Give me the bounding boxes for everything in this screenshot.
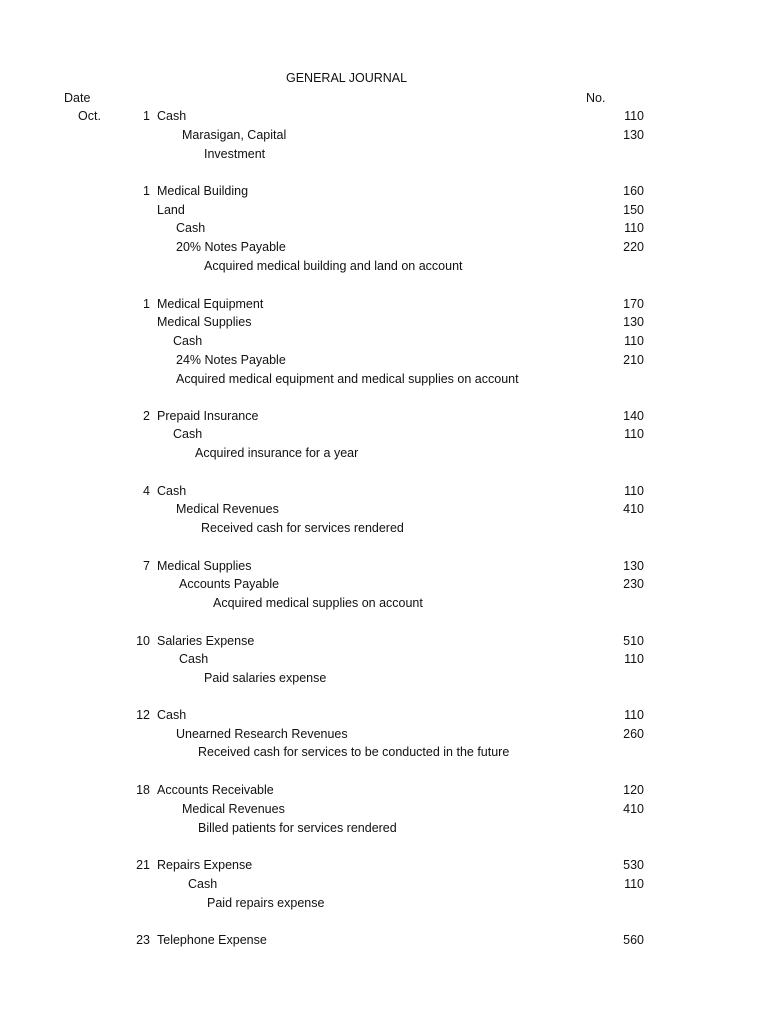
entry-day: 23 xyxy=(136,933,150,947)
account-number: 130 xyxy=(623,315,644,329)
account-number: 130 xyxy=(623,559,644,573)
date-column-header: Date xyxy=(64,91,91,105)
account-title: Medical Equipment xyxy=(157,297,264,311)
account-number: 110 xyxy=(624,484,644,498)
account-title: Cash xyxy=(157,109,187,123)
account-title: 20% Notes Payable xyxy=(176,240,286,254)
entry-explanation: Acquired medical supplies on account xyxy=(213,596,423,610)
account-number: 160 xyxy=(623,184,644,198)
account-title: Cash xyxy=(173,427,203,441)
account-number: 510 xyxy=(623,634,644,648)
account-title: 24% Notes Payable xyxy=(176,353,286,367)
account-number: 150 xyxy=(623,203,644,217)
account-number: 110 xyxy=(624,427,644,441)
entry-day: 1 xyxy=(143,297,150,311)
entry-explanation: Acquired medical building and land on account xyxy=(204,259,463,273)
account-number: 260 xyxy=(623,727,644,741)
account-title: Unearned Research Revenues xyxy=(176,727,348,741)
account-title: Marasigan, Capital xyxy=(182,128,287,142)
account-number: 530 xyxy=(623,858,644,872)
account-number: 130 xyxy=(623,128,644,142)
account-title: Repairs Expense xyxy=(157,858,253,872)
entry-day: 10 xyxy=(136,634,150,648)
account-number: 140 xyxy=(623,409,644,423)
entry-explanation: Received cash for services rendered xyxy=(201,521,404,535)
account-number: 110 xyxy=(624,652,644,666)
journal-title: GENERAL JOURNAL xyxy=(286,71,408,85)
entry-day: 1 xyxy=(143,109,150,123)
account-number: 210 xyxy=(623,353,644,367)
entry-explanation: Investment xyxy=(204,147,266,161)
account-number: 110 xyxy=(624,708,644,722)
entry-explanation: Acquired medical equipment and medical supplies on account xyxy=(176,372,519,386)
account-title: Cash xyxy=(179,652,209,666)
entry-day: 2 xyxy=(143,409,150,423)
account-number: 110 xyxy=(624,109,644,123)
month-label: Oct. xyxy=(78,109,101,123)
entry-explanation: Billed patients for services rendered xyxy=(198,821,397,835)
account-title: Medical Supplies xyxy=(157,559,252,573)
entry-day: 21 xyxy=(136,858,150,872)
entry-explanation: Paid salaries expense xyxy=(204,671,327,685)
entry-explanation: Paid repairs expense xyxy=(207,896,325,910)
account-number: 110 xyxy=(624,221,644,235)
account-title: Telephone Expense xyxy=(157,933,267,947)
account-title: Cash xyxy=(188,877,218,891)
entry-day: 18 xyxy=(136,783,150,797)
entry-explanation: Acquired insurance for a year xyxy=(195,446,359,460)
account-number: 220 xyxy=(623,240,644,254)
account-title: Cash xyxy=(157,708,187,722)
entry-day: 12 xyxy=(136,708,150,722)
account-number: 410 xyxy=(623,502,644,516)
account-number: 110 xyxy=(624,334,644,348)
account-title: Cash xyxy=(176,221,206,235)
account-title: Medical Building xyxy=(157,184,249,198)
account-number: 110 xyxy=(624,877,644,891)
account-number: 410 xyxy=(623,802,644,816)
account-title: Prepaid Insurance xyxy=(157,409,259,423)
account-title: Cash xyxy=(157,484,187,498)
account-title: Cash xyxy=(173,334,203,348)
account-title: Accounts Receivable xyxy=(157,783,274,797)
account-title: Salaries Expense xyxy=(157,634,255,648)
account-number: 120 xyxy=(623,783,644,797)
entry-day: 4 xyxy=(143,484,150,498)
account-number: 230 xyxy=(623,577,644,591)
account-title: Medical Supplies xyxy=(157,315,252,329)
account-title: Medical Revenues xyxy=(176,502,279,516)
account-number: 560 xyxy=(623,933,644,947)
entry-day: 1 xyxy=(143,184,150,198)
account-title: Land xyxy=(157,203,185,217)
entry-explanation: Received cash for services to be conducted in the future xyxy=(198,745,510,759)
account-number: 170 xyxy=(623,297,644,311)
account-title: Medical Revenues xyxy=(182,802,285,816)
account-number-column-header: No. xyxy=(586,91,606,105)
account-title: Accounts Payable xyxy=(179,577,280,591)
entry-day: 7 xyxy=(143,559,150,573)
